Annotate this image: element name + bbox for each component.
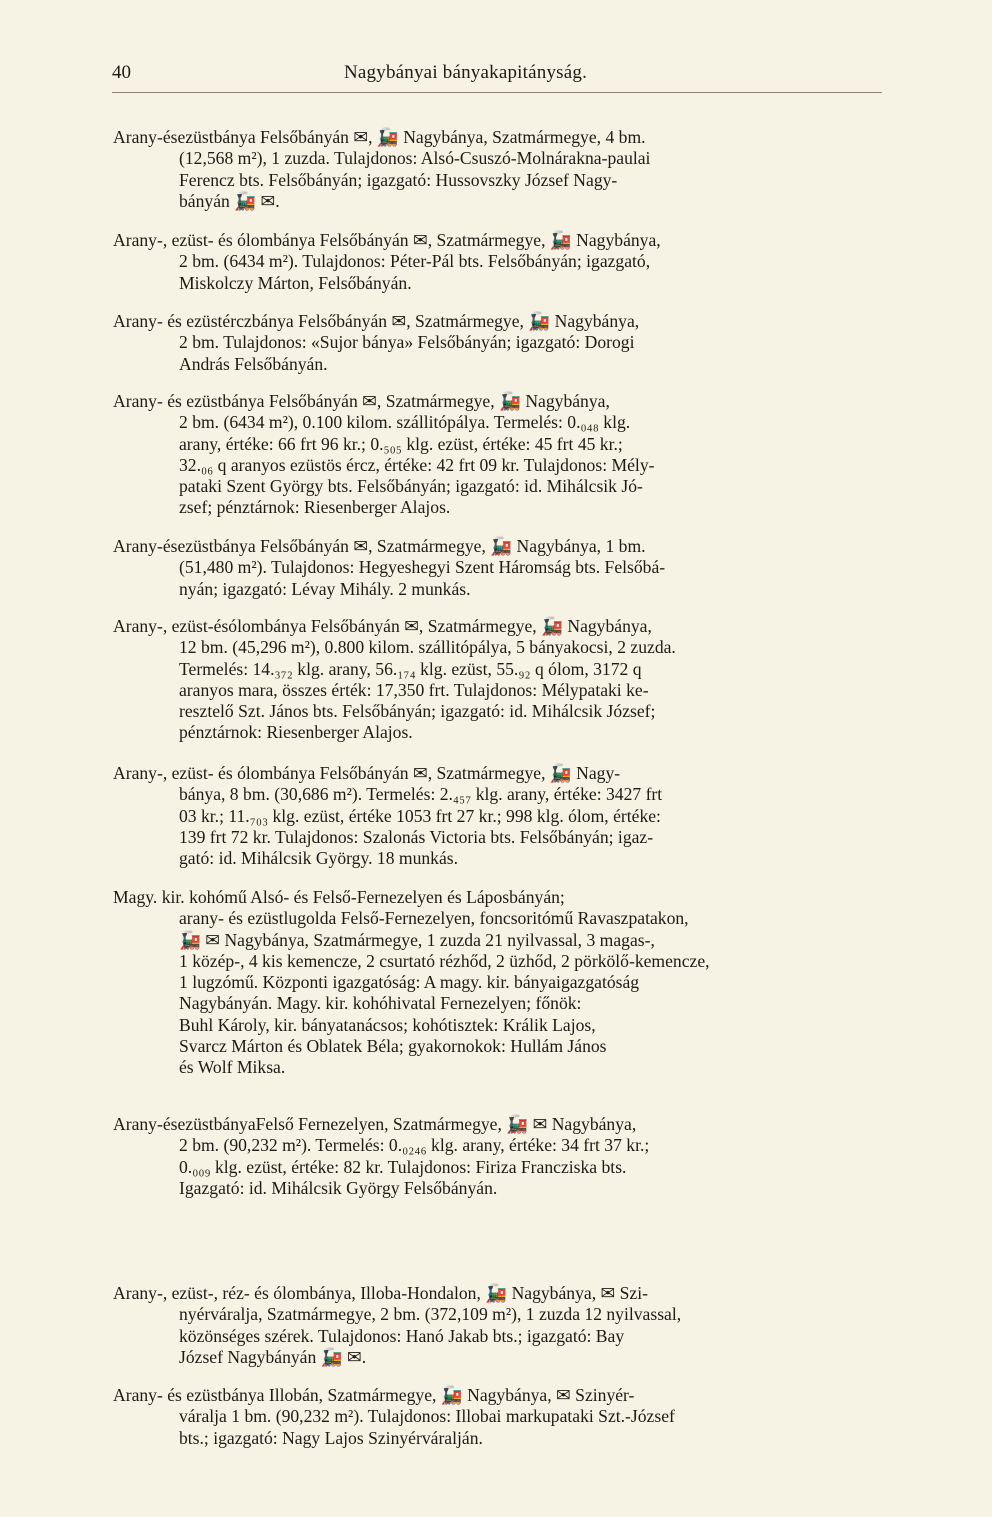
entry-line: Arany-ésezüstbánya Felsőbányán ✉, Szatmármegye, 🚂 Nagybánya, 1 bm.	[113, 536, 646, 556]
entry-line: Arany-, ezüst- és ólombánya Felsőbányán ✉, Szatmármegye, 🚂 Nagybánya,	[113, 230, 661, 250]
entry-line: bányán 🚂 ✉.	[179, 190, 280, 211]
entry-3	[113, 311, 883, 375]
entry-6	[113, 616, 883, 744]
entry-line: bts.; igazgató: Nagy Lajos Szinyérváralján.	[179, 1427, 483, 1448]
entry-line: 1 közép-, 4 kis kemencze, 2 csurtató rézhőd, 2 üzhőd, 2 pörkölő-kemencze,	[179, 950, 710, 971]
entry-line: bánya, 8 bm. (30,686 m²). Termelés: 2.₄₅₇ klg. arany, értéke: 3427 frt	[179, 784, 663, 805]
entry-line: Buhl Károly, kir. bányatanácsos; kohótisztek: Králik Lajos,	[179, 1014, 596, 1035]
entry-line: 1 lugzómű. Központi igazgatóság: A magy. kir. bányaigazgatóság	[179, 972, 640, 993]
entry-line: Svarcz Márton és Oblatek Béla; gyakornokok: Hullám János	[179, 1036, 607, 1057]
entry-line: pataki Szent György bts. Felsőbányán; igazgató: id. Mihálcsik Jó-	[179, 476, 643, 497]
entry-line: Arany- és ezüstérczbánya Felsőbányán ✉, Szatmármegye, 🚂 Nagybánya,	[113, 311, 640, 331]
entry-line: Arany-, ezüst- és ólombánya Felsőbányán ✉, Szatmármegye, 🚂 Nagy-	[113, 763, 621, 783]
page-header	[112, 56, 882, 93]
page-number: 40	[112, 62, 131, 83]
entry-line: Arany-, ezüst-ésólombánya Felsőbányán ✉, Szatmármegye, 🚂 Nagybánya,	[113, 616, 652, 636]
entry-line: 139 frt 72 kr. Tulajdonos: Szalonás Victoria bts. Felsőbányán; igaz-	[179, 826, 654, 847]
entry-5	[113, 536, 883, 600]
entry-11	[113, 1385, 883, 1449]
entry-line: pénztárnok: Riesenberger Alajos.	[179, 722, 413, 743]
entry-line: Nagybányán. Magy. kir. kohóhivatal Fernezelyen; főnök:	[179, 993, 582, 1014]
entry-line: gató: id. Mihálcsik György. 18 munkás.	[179, 848, 459, 869]
entry-line: arany- és ezüstlugolda Felső-Fernezelyen, foncsoritómű Ravaszpatakon,	[179, 908, 689, 929]
entry-line: Arany- és ezüstbánya Illobán, Szatmármegye, 🚂 Nagybánya, ✉ Szinyér-	[113, 1385, 635, 1405]
entry-line: váralja 1 bm. (90,232 m²). Tulajdonos: Illobai markupataki Szt.-József	[179, 1406, 675, 1427]
entry-4	[113, 391, 883, 519]
entry-10	[113, 1283, 883, 1368]
entry-line: 2 bm. (90,232 m²). Termelés: 0.₀₂₄₆ klg. arany, értéke: 34 frt 37 kr.;	[179, 1135, 650, 1156]
entry-line: (12,568 m²), 1 zuzda. Tulajdonos: Alsó-Csuszó-Molnárakna-paulai	[179, 148, 651, 169]
entry-line: és Wolf Miksa.	[179, 1057, 286, 1078]
entry-line: (51,480 m²). Tulajdonos: Hegyeshegyi Szent Háromság bts. Felsőbá-	[179, 557, 666, 578]
entry-line: közönséges szérek. Tulajdonos: Hanó Jakab bts.; igazgató: Bay	[179, 1325, 625, 1346]
entry-line: József Nagybányán 🚂 ✉.	[179, 1346, 367, 1367]
entry-line: András Felsőbányán.	[179, 353, 328, 374]
running-title: Nagybányai bányakapitányság.	[344, 62, 588, 83]
entry-8	[113, 887, 883, 1079]
entry-line: 2 bm. Tulajdonos: «Sujor bánya» Felsőbányán; igazgató: Dorogi	[179, 332, 635, 353]
entry-line: Arany-, ezüst-, réz- és ólombánya, Illoba-Hondalon, 🚂 Nagybánya, ✉ Szi-	[113, 1283, 648, 1303]
entry-line: Arany- és ezüstbánya Felsőbányán ✉, Szatmármegye, 🚂 Nagybánya,	[113, 391, 610, 411]
entry-line: Miskolczy Márton, Felsőbányán.	[179, 272, 412, 293]
entry-line: zsef; pénztárnok: Riesenberger Alajos.	[179, 497, 451, 518]
entry-9	[113, 1114, 883, 1199]
entry-1	[113, 127, 883, 212]
entry-line: arany, értéke: 66 frt 96 kr.; 0.₅₀₅ klg. ezüst, értéke: 45 frt 45 kr.;	[179, 433, 623, 454]
entry-line: 12 bm. (45,296 m²), 0.800 kilom. szállitópálya, 5 bányakocsi, 2 zuzda.	[179, 637, 676, 658]
entry-line: 🚂 ✉ Nagybánya, Szatmármegye, 1 zuzda 21 nyilvassal, 3 magas-,	[179, 929, 655, 950]
entry-7	[113, 763, 883, 869]
entry-line: 32.₀₆ q aranyos ezüstös ércz, értéke: 42 frt 09 kr. Tulajdonos: Mély-	[179, 454, 655, 475]
entry-line: 2 bm. (6434 m²). Tulajdonos: Péter-Pál bts. Felsőbányán; igazgató,	[179, 251, 651, 272]
entry-line: resztelő Szt. János bts. Felsőbányán; igazgató: id. Mihálcsik József;	[179, 701, 656, 722]
entry-line: aranyos mara, összes érték: 17,350 frt. Tulajdonos: Mélypataki ke-	[179, 679, 649, 700]
entry-line: nyán; igazgató: Lévay Mihály. 2 munkás.	[179, 578, 471, 599]
entry-line: 2 bm. (6434 m²), 0.100 kilom. szállitópálya. Termelés: 0.₀₄₈ klg.	[179, 412, 631, 433]
entry-line: Igazgató: id. Mihálcsik György Felsőbányán.	[179, 1177, 498, 1198]
entry-line: Arany-ésezüstbányaFelső Fernezelyen, Szatmármegye, 🚂 ✉ Nagybánya,	[113, 1114, 637, 1134]
entry-line: nyérváralja, Szatmármegye, 2 bm. (372,109 m²), 1 zuzda 12 nyilvassal,	[179, 1304, 682, 1325]
entry-line: 03 kr.; 11.₇₀₃ klg. ezüst, értéke 1053 frt 27 kr.; 998 klg. ólom, értéke:	[179, 805, 661, 826]
entry-line: Ferencz bts. Felsőbányán; igazgató: Hussovszky József Nagy-	[179, 169, 618, 190]
entry-line: Magy. kir. kohómű Alsó- és Felső-Fernezelyen és Láposbányán;	[113, 887, 565, 907]
entry-line: Termelés: 14.₃₇₂ klg. arany, 56.₁₇₄ klg. ezüst, 55.₉₂ q ólom, 3172 q	[179, 658, 642, 679]
entry-line: Arany-ésezüstbánya Felsőbányán ✉, 🚂 Nagybánya, Szatmármegye, 4 bm.	[113, 127, 646, 147]
entry-2	[113, 230, 883, 294]
entry-line: 0.₀₀₉ klg. ezüst, értéke: 82 kr. Tulajdonos: Firiza Francziska bts.	[179, 1156, 627, 1177]
